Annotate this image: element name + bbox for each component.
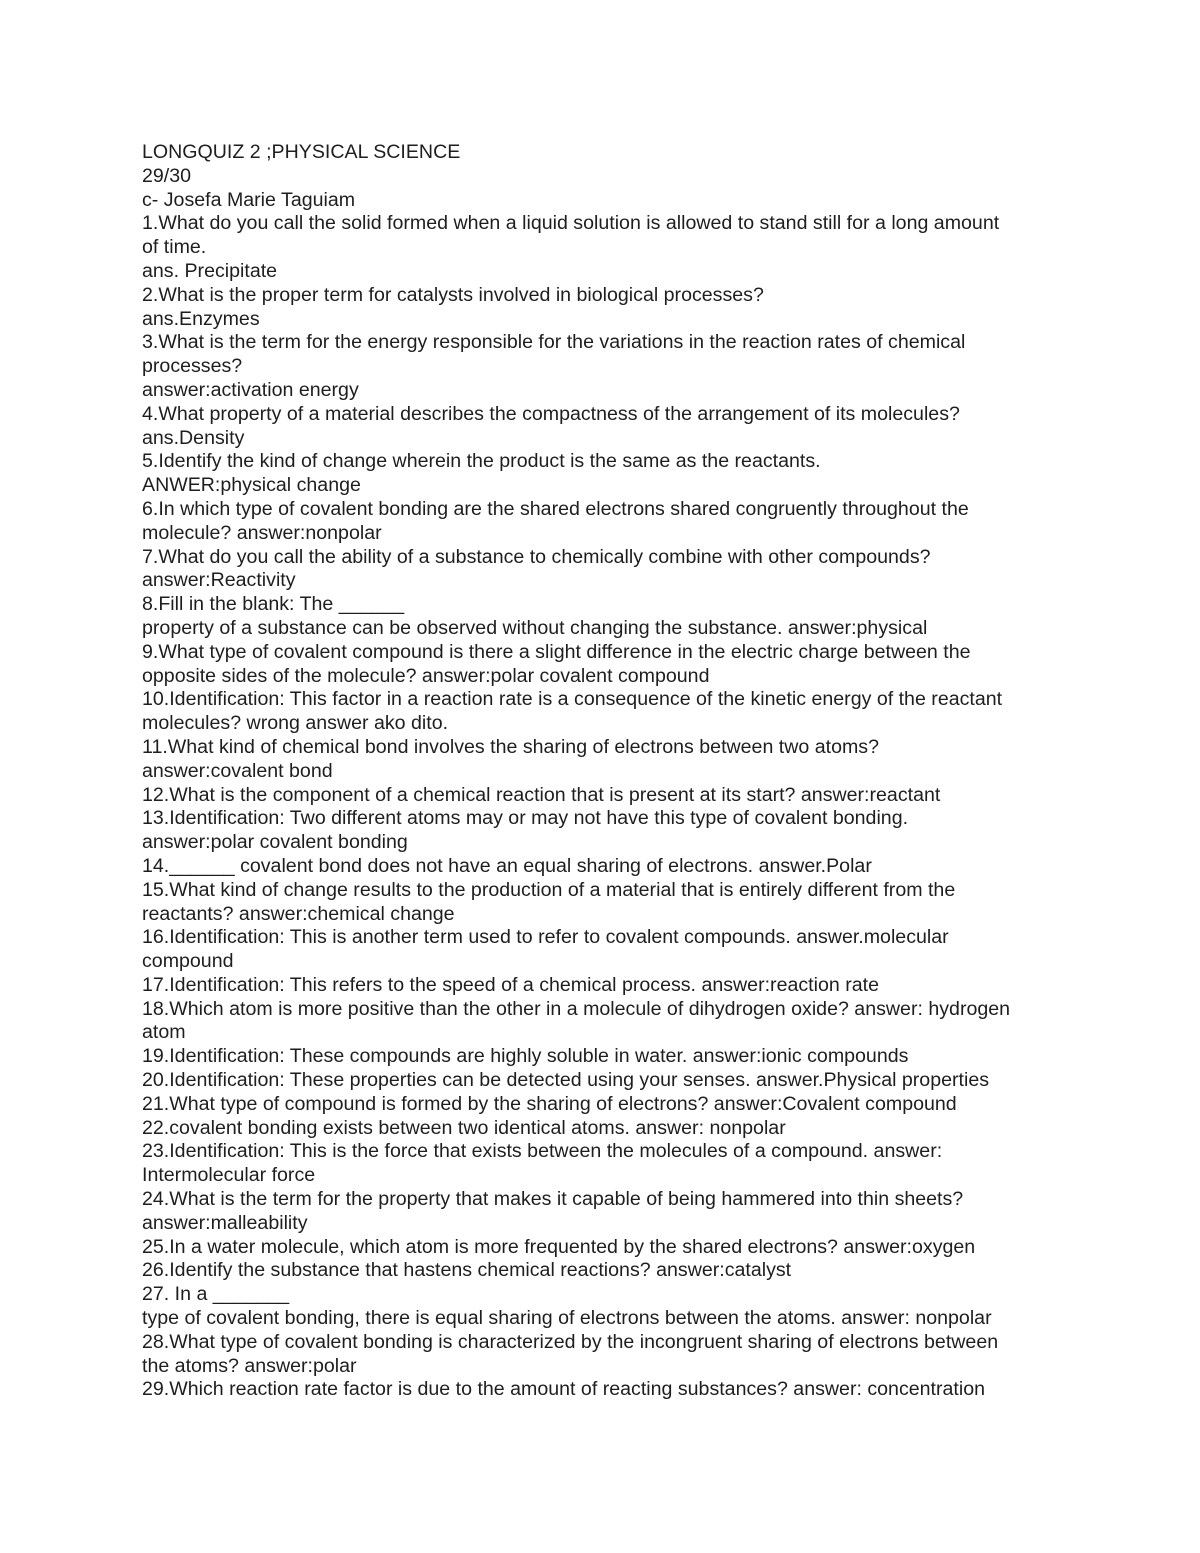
text-line: 27. In a _______ (142, 1283, 290, 1306)
text-line: 3.What is the term for the energy responsible for the variations in the reaction rates of chemical (142, 331, 966, 354)
text-line: opposite sides of the molecule? answer:polar covalent compound (142, 664, 710, 687)
text-line: atom (142, 1021, 186, 1044)
text-line: property of a substance can be observed without changing the substance. answer:physical (142, 616, 928, 639)
text-line: 2.What is the proper term for catalysts involved in biological processes? (142, 283, 764, 306)
text-line: 13.Identification: Two different atoms may or may not have this type of covalent bonding. (142, 807, 909, 830)
text-line: 4.What property of a material describes the compactness of the arrangement of its molecules? (142, 402, 960, 425)
text-line: 23.Identification: This is the force that exists between the molecules of a compound. answer: (142, 1140, 943, 1163)
text-line: answer:activation energy (142, 378, 359, 401)
text-line: ans.Enzymes (142, 307, 260, 330)
text-line: 20.Identification: These properties can be detected using your senses. answer.Physical properties (142, 1069, 990, 1092)
text-line: of time. (142, 236, 207, 259)
text-line: compound (142, 950, 234, 973)
document-title: LONGQUIZ 2 ;PHYSICAL SCIENCE (142, 141, 461, 163)
text-line: 1.What do you call the solid formed when a liquid solution is allowed to stand still for a long amount (142, 212, 1000, 235)
text-line: type of covalent bonding, there is equal sharing of electrons between the atoms. answer: nonpolar (142, 1307, 992, 1330)
text-line: answer:malleability (142, 1211, 308, 1234)
text-line: 26.Identify the substance that hastens chemical reactions? answer:catalyst (142, 1259, 792, 1282)
text-line: ANWER:physical change (142, 474, 361, 497)
text-line: ans. Precipitate (142, 259, 278, 282)
text-line: 11.What kind of chemical bond involves the sharing of electrons between two atoms? (142, 735, 879, 758)
document-body (142, 141, 1072, 1402)
text-line: 18.Which atom is more positive than the other in a molecule of dihydrogen oxide? answer: hydrogen (142, 997, 1011, 1020)
text-line: answer:covalent bond (142, 759, 333, 782)
text-line: answer:Reactivity (142, 569, 296, 592)
text-line: 9.What type of covalent compound is there a slight difference in the electric charge between the (142, 640, 971, 663)
text-line: 12.What is the component of a chemical reaction that is present at its start? answer:reactant (142, 783, 941, 806)
score-line: 29/30 (142, 164, 192, 187)
text-line: 21.What type of compound is formed by the sharing of electrons? answer:Covalent compound (142, 1092, 957, 1115)
text-line: Intermolecular force (142, 1164, 316, 1187)
text-line: 8.Fill in the blank: The ______ (142, 593, 405, 616)
text-line: 29.Which reaction rate factor is due to the amount of reacting substances? answer: concentration (142, 1378, 986, 1401)
text-line: 25.In a water molecule, which atom is more frequented by the shared electrons? answer:oxygen (142, 1235, 976, 1258)
text-line: molecules? wrong answer ako dito. (142, 712, 449, 735)
text-line: 15.What kind of change results to the production of a material that is entirely different from the (142, 878, 956, 901)
text-line: reactants? answer:chemical change (142, 902, 455, 925)
text-line: 10.Identification: This factor in a reaction rate is a consequence of the kinetic energy of the reactant (142, 688, 1003, 711)
author-line: c- Josefa Marie Taguiam (142, 188, 356, 211)
text-line: answer:polar covalent bonding (142, 831, 408, 854)
text-line: ans.Density (142, 426, 245, 449)
text-line: 5.Identify the kind of change wherein the product is the same as the reactants. (142, 450, 821, 473)
text-line: 7.What do you call the ability of a substance to chemically combine with other compounds? (142, 545, 931, 568)
text-line: 16.Identification: This is another term used to refer to covalent compounds. answer.molecular (142, 926, 949, 949)
text-line: the atoms? answer:polar (142, 1354, 357, 1377)
text-line: 22.covalent bonding exists between two identical atoms. answer: nonpolar (142, 1116, 786, 1139)
text-line: processes? (142, 355, 243, 378)
text-line: 19.Identification: These compounds are highly soluble in water. answer:ionic compounds (142, 1045, 909, 1068)
text-line: 6.In which type of covalent bonding are the shared electrons shared congruently throughout the (142, 497, 969, 520)
text-line: 17.Identification: This refers to the speed of a chemical process. answer:reaction rate (142, 973, 879, 996)
text-line: 14.______ covalent bond does not have an equal sharing of electrons. answer.Polar (142, 854, 872, 877)
text-line: 24.What is the term for the property that makes it capable of being hammered into thin sheets? (142, 1188, 964, 1211)
text-line: 28.What type of covalent bonding is characterized by the incongruent sharing of electrons between (142, 1330, 999, 1353)
text-line: molecule? answer:nonpolar (142, 521, 382, 544)
